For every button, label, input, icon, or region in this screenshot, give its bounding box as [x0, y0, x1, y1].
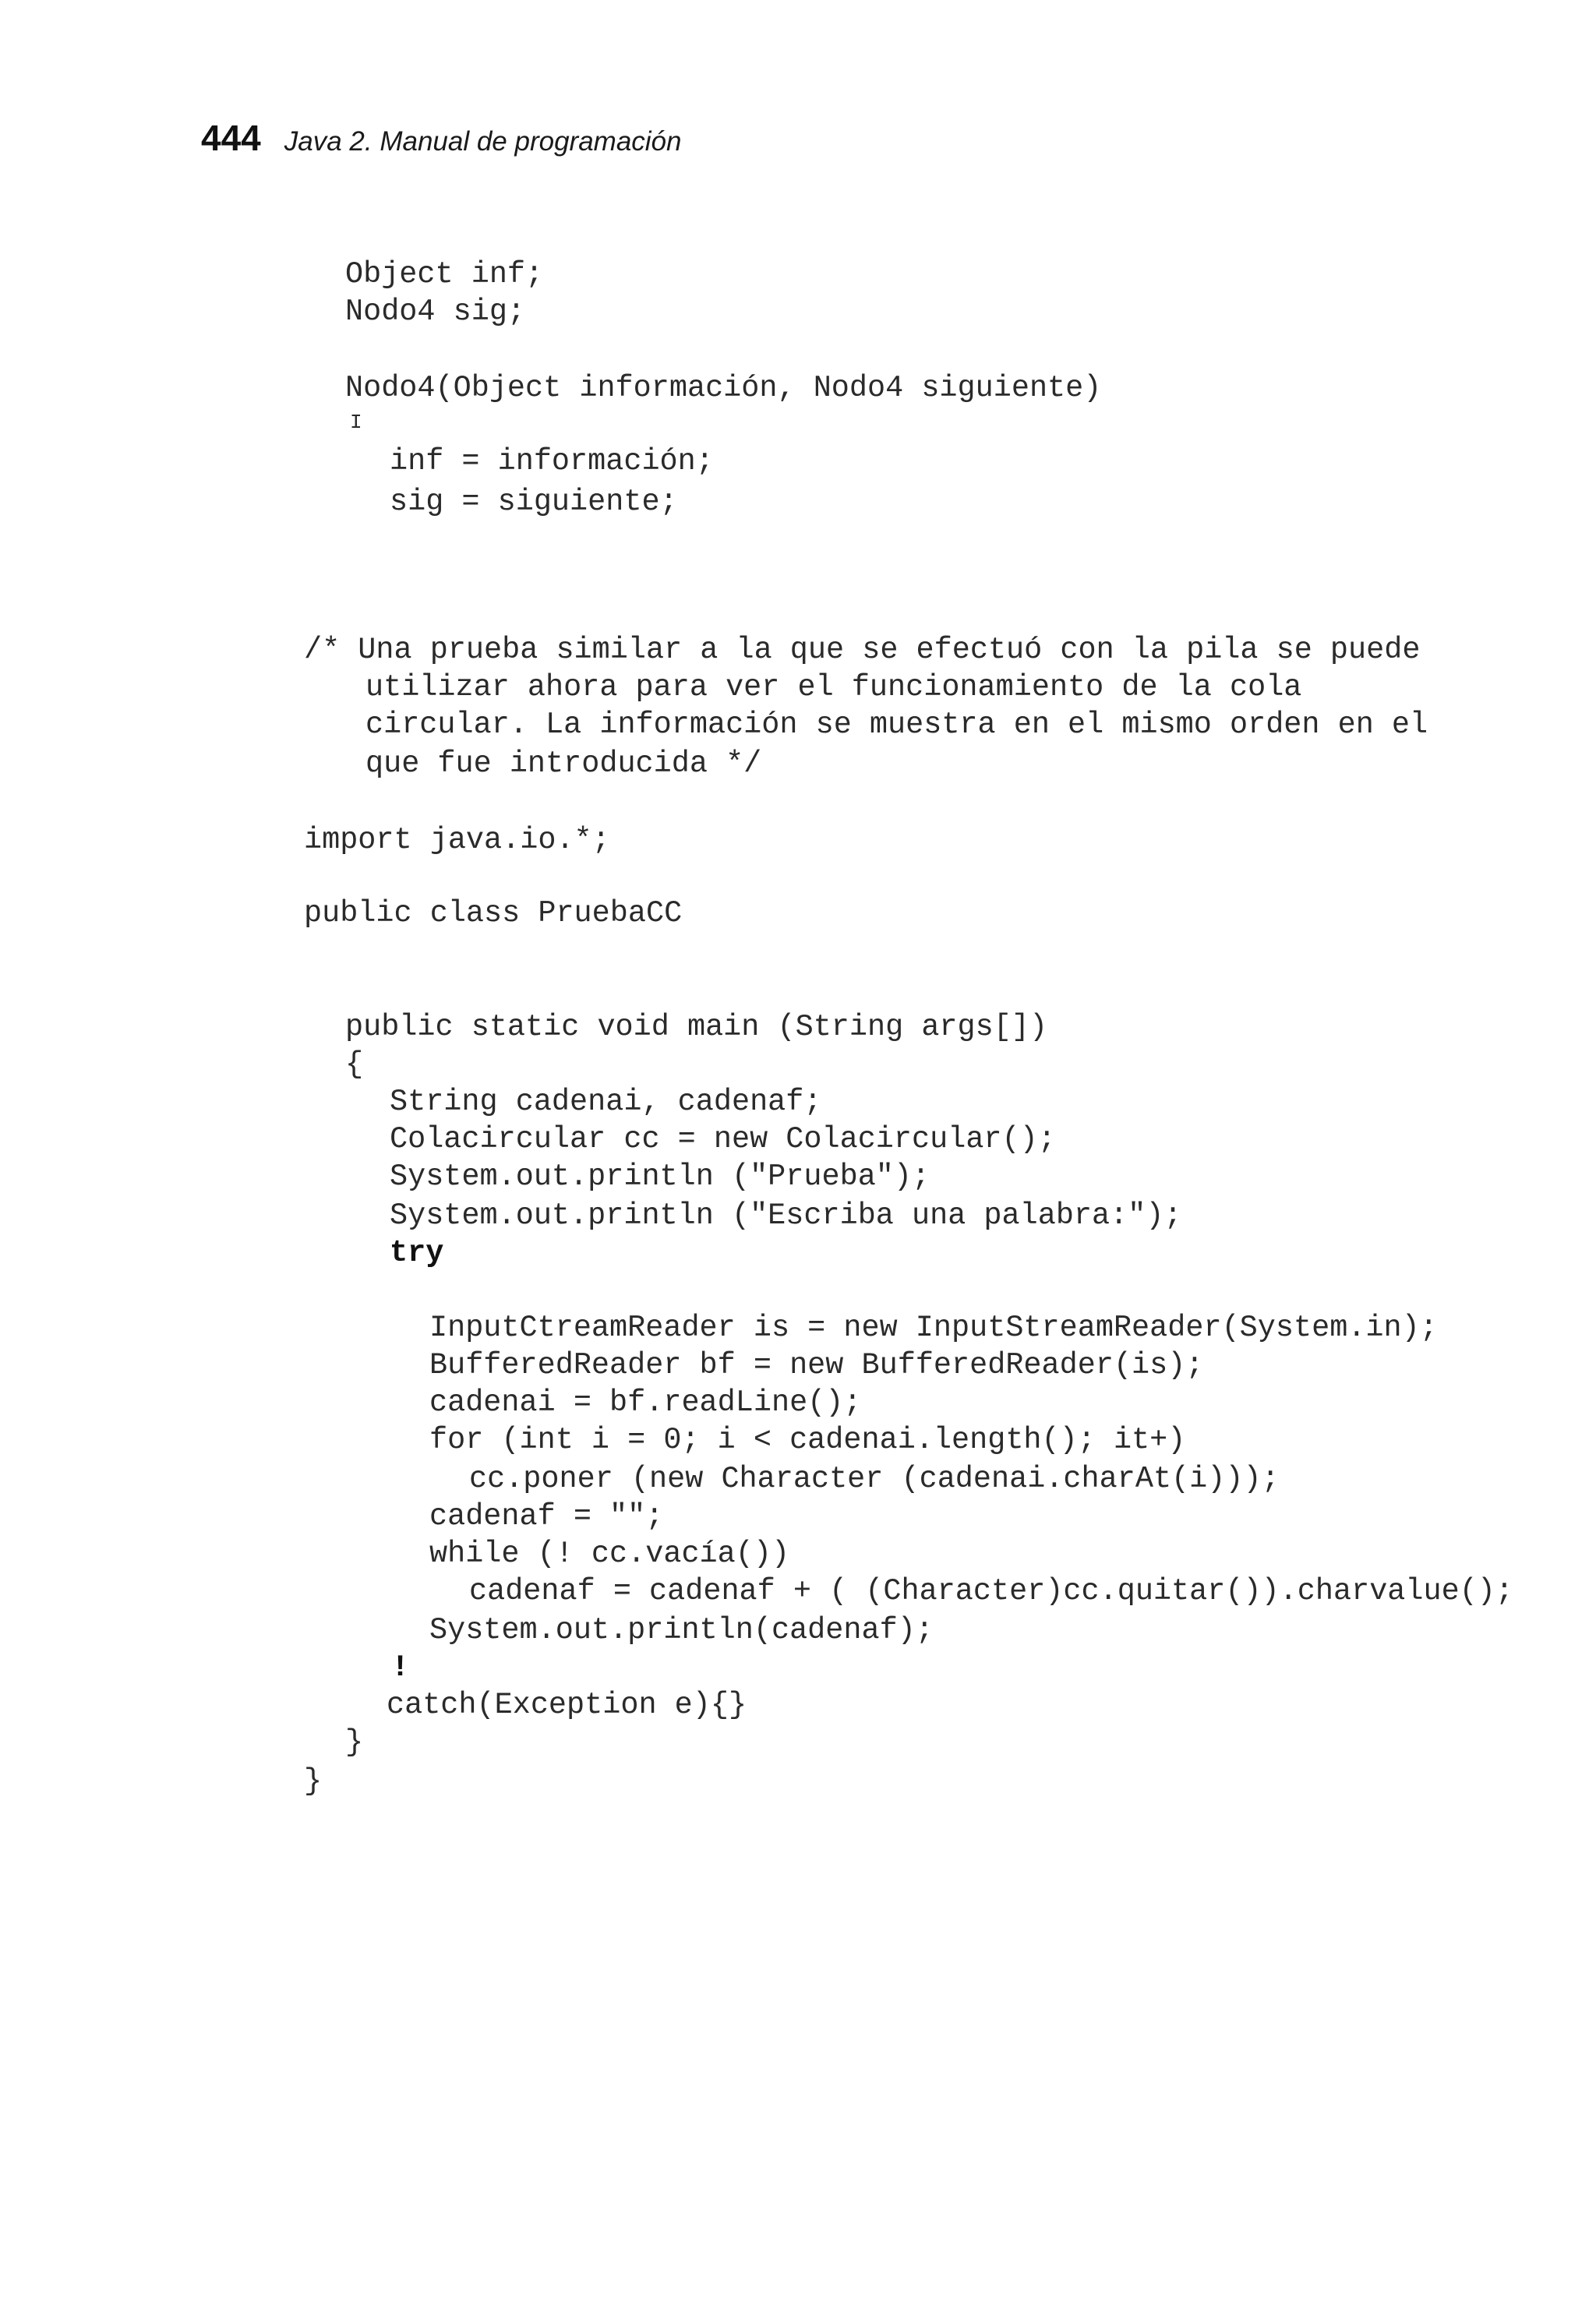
code-line: cc.poner (new Character (cadenai.charAt(i)));: [469, 1462, 1280, 1496]
code-line: I: [350, 411, 362, 434]
code-line: !: [391, 1650, 410, 1685]
code-line: }: [304, 1764, 323, 1798]
code-line: BufferedReader bf = new BufferedReader(is);: [429, 1348, 1204, 1382]
code-line: InputCtreamReader is = new InputStreamReader(System.in);: [429, 1311, 1438, 1345]
code-line: public class PruebaCC: [304, 896, 683, 930]
code-keyword-line: try: [390, 1236, 444, 1270]
code-line: catch(Exception e){}: [387, 1688, 747, 1722]
code-line: for (int i = 0; i < cadenai.length(); it+): [429, 1423, 1186, 1457]
code-line: cadenaf = "";: [429, 1499, 664, 1534]
code-line: Nodo4(Object información, Nodo4 siguiente): [345, 371, 1102, 405]
code-line: System.out.println ("Prueba");: [390, 1160, 930, 1194]
code-line: {: [345, 1047, 364, 1082]
code-line: cadenaf = cadenaf + ( (Character)cc.quitar()).charvalue();: [469, 1574, 1514, 1608]
code-line: public static void main (String args[]): [345, 1010, 1048, 1044]
code-line: inf = información;: [390, 444, 714, 478]
page-number: 444: [201, 118, 261, 158]
code-line: sig = siguiente;: [390, 485, 678, 519]
code-comment-line: que fue introducida */: [365, 747, 762, 781]
code-line: System.out.println ("Escriba una palabra:");: [390, 1198, 1182, 1233]
code-line: }: [345, 1725, 364, 1760]
code-comment-line: circular. La información se muestra en el mismo orden en el: [365, 708, 1428, 742]
code-line: while (! cc.vacía()): [429, 1537, 790, 1571]
code-line: Nodo4 sig;: [345, 295, 526, 329]
code-line: System.out.println(cadenaf);: [429, 1613, 934, 1647]
book-title: Java 2. Manual de programación: [284, 126, 682, 157]
code-line: String cadenai, cadenaf;: [390, 1085, 822, 1119]
page-header: [201, 117, 682, 159]
code-line: import java.io.*;: [304, 823, 610, 857]
code-line: Colacircular cc = new Colacircular();: [390, 1122, 1056, 1156]
code-line: cadenai = bf.readLine();: [429, 1385, 862, 1420]
code-line: Object inf;: [345, 257, 544, 291]
code-comment-line: /* Una prueba similar a la que se efectuó con la pila se puede: [304, 633, 1421, 667]
code-comment-line: utilizar ahora para ver el funcionamiento de la cola: [365, 670, 1302, 704]
